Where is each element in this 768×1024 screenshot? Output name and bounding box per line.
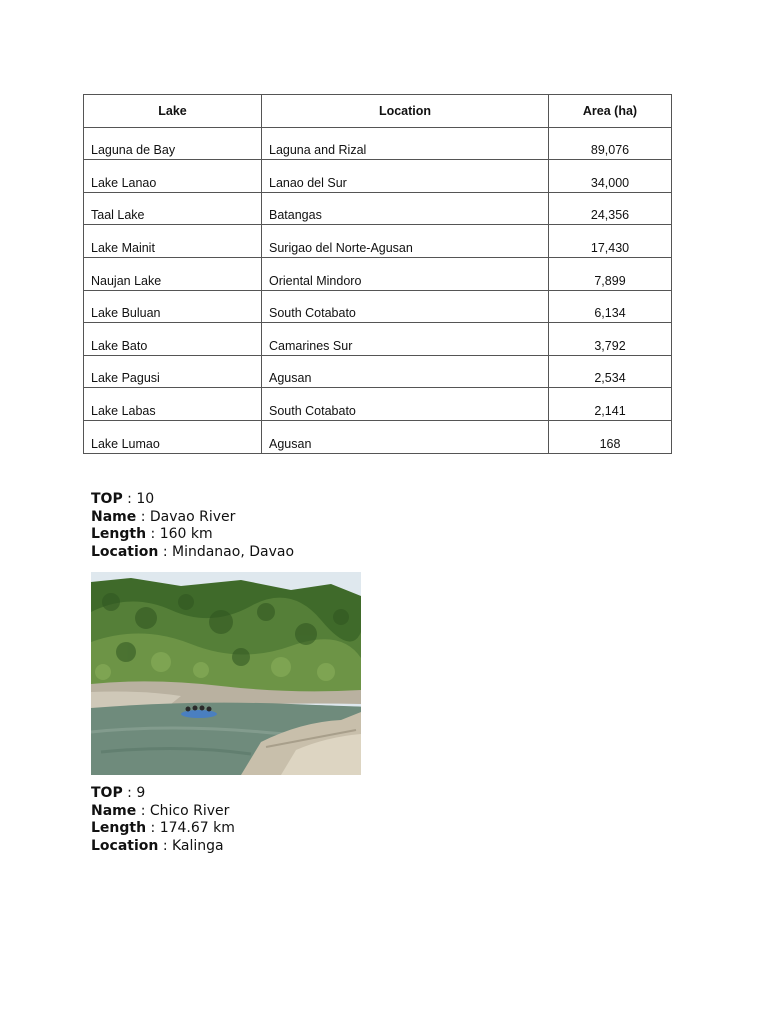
lake-area-cell: 168 — [549, 420, 672, 453]
table-row — [84, 323, 672, 356]
lake-location-cell: South Cotabato — [262, 290, 549, 323]
lake-location-cell: Agusan — [262, 420, 549, 453]
location-line — [91, 838, 235, 856]
lake-location-cell: Laguna and Rizal — [262, 127, 549, 160]
top-value: : 10 — [122, 491, 155, 507]
lake-location-cell: Surigao del Norte-Agusan — [262, 225, 549, 258]
name-line — [91, 509, 294, 527]
lake-name-cell: Lake Buluan — [84, 290, 262, 323]
lake-name-cell: Naujan Lake — [84, 257, 262, 290]
name-label: Name — [91, 802, 137, 819]
lake-area-cell: 17,430 — [549, 225, 672, 258]
location-label: Location — [91, 837, 159, 854]
length-value: : 174.67 km — [146, 820, 235, 837]
lake-name-cell: Lake Bato — [84, 323, 262, 356]
table-row — [84, 420, 672, 453]
header-location: Location — [262, 95, 549, 128]
table-row — [84, 355, 672, 388]
lake-area-cell: 24,356 — [549, 192, 672, 225]
lake-name-cell: Lake Pagusi — [84, 355, 262, 388]
name-line — [91, 803, 235, 821]
lake-name-cell: Lake Labas — [84, 388, 262, 421]
table-row — [84, 290, 672, 323]
lake-area-cell: 7,899 — [549, 257, 672, 290]
lake-area-cell: 2,141 — [549, 388, 672, 421]
lake-name-cell: Lake Lumao — [84, 420, 262, 453]
table-row — [84, 160, 672, 193]
length-line — [91, 526, 294, 544]
table-row — [84, 257, 672, 290]
top-label: TOP — [91, 785, 123, 801]
top-line — [91, 491, 294, 509]
lake-area-cell: 2,534 — [549, 355, 672, 388]
table-row — [84, 127, 672, 160]
name-value: : Chico River — [136, 802, 230, 819]
lake-location-cell: Agusan — [262, 355, 549, 388]
top-value: : 9 — [122, 785, 146, 801]
lake-table — [83, 94, 672, 454]
table-row — [84, 388, 672, 421]
river-rafting-photo — [91, 572, 361, 775]
location-label: Location — [91, 543, 159, 560]
lake-area-cell: 89,076 — [549, 127, 672, 160]
length-label: Length — [91, 820, 147, 837]
lake-location-cell: Lanao del Sur — [262, 160, 549, 193]
table-row — [84, 192, 672, 225]
lake-area-cell: 6,134 — [549, 290, 672, 323]
lake-location-cell: Oriental Mindoro — [262, 257, 549, 290]
river-entry — [91, 491, 294, 561]
length-line — [91, 820, 235, 838]
river-entry — [91, 785, 235, 855]
location-value: : Mindanao, Davao — [158, 543, 295, 560]
length-value: : 160 km — [146, 526, 213, 543]
name-label: Name — [91, 508, 137, 525]
top-label: TOP — [91, 491, 123, 507]
header-area: Area (ha) — [549, 95, 672, 128]
length-label: Length — [91, 526, 147, 543]
name-value: : Davao River — [136, 508, 236, 525]
table-row — [84, 225, 672, 258]
top-line — [91, 785, 235, 803]
lake-name-cell: Lake Mainit — [84, 225, 262, 258]
lake-area-cell: 3,792 — [549, 323, 672, 356]
header-lake: Lake — [84, 95, 262, 128]
lake-location-cell: Camarines Sur — [262, 323, 549, 356]
lake-name-cell: Laguna de Bay — [84, 127, 262, 160]
lake-name-cell: Taal Lake — [84, 192, 262, 225]
lake-location-cell: South Cotabato — [262, 388, 549, 421]
lake-location-cell: Batangas — [262, 192, 549, 225]
location-value: : Kalinga — [158, 837, 224, 854]
lake-name-cell: Lake Lanao — [84, 160, 262, 193]
table-body — [84, 127, 672, 453]
table-header-row — [84, 95, 672, 128]
lake-area-cell: 34,000 — [549, 160, 672, 193]
location-line — [91, 544, 294, 562]
